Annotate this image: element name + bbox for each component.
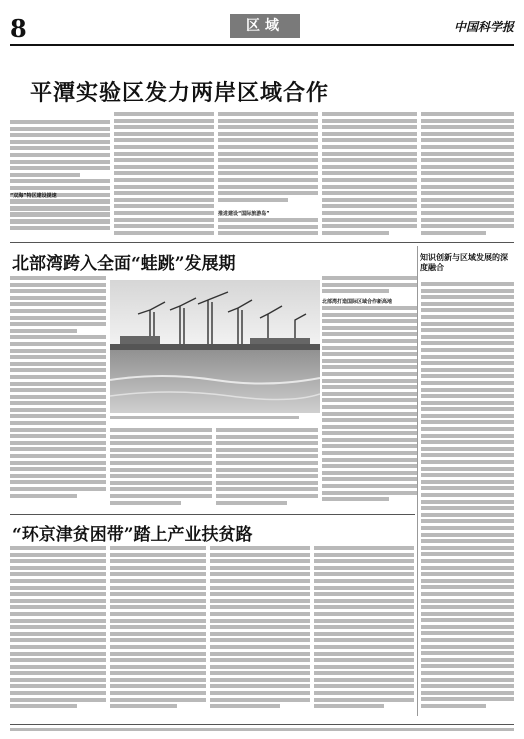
beibuwan-col4a xyxy=(322,276,417,296)
jingjin-col3 xyxy=(210,546,310,718)
sidebar-headline xyxy=(420,253,510,273)
headline-pingtan: 平潭实验区发力两岸区域合作 xyxy=(30,81,330,106)
headline-beibuwan: 北部湾跨入全面“蛙跳”发展期 xyxy=(12,254,236,274)
masthead-logo: 中国科学报 xyxy=(453,20,514,34)
port-cranes-photo xyxy=(110,280,320,413)
sidebar-body xyxy=(421,282,514,716)
beibuwan-subhead: 北部湾打造国际区域合作新高地 xyxy=(322,299,393,305)
pingtan-col3b xyxy=(218,218,318,240)
sidebar-headline-text: 知识创新与区域发展的深度融合 xyxy=(420,253,508,272)
pingtan-col1b xyxy=(10,200,110,238)
divider-1 xyxy=(10,242,514,243)
page-header xyxy=(10,14,514,44)
jingjin-col4 xyxy=(314,546,414,718)
sidebar-rule xyxy=(417,246,418,716)
beibuwan-col3 xyxy=(216,428,318,513)
pingtan-col4 xyxy=(322,112,417,240)
page-number: 8 xyxy=(10,14,27,43)
pingtan-subhead-2: 推进建设“国际旅游岛” xyxy=(218,211,270,217)
header-rule xyxy=(10,44,514,46)
port-photo-image xyxy=(110,280,320,413)
pingtan-col2 xyxy=(114,112,214,240)
divider-2 xyxy=(10,514,415,515)
beibuwan-col1 xyxy=(10,276,106,511)
jingjin-col1 xyxy=(10,546,106,718)
section-tab: 区域 xyxy=(230,14,300,38)
page-footer xyxy=(10,724,514,731)
pingtan-col5 xyxy=(421,112,514,240)
pingtan-subhead-1: “双海”特区建设提速 xyxy=(10,193,57,199)
beibuwan-col4 xyxy=(322,306,417,511)
headline-jingjin: “环京津贫困带”踏上产业扶贫路 xyxy=(12,525,253,545)
photo-caption xyxy=(110,416,320,422)
beibuwan-col2 xyxy=(110,428,212,513)
jingjin-col2 xyxy=(110,546,206,718)
